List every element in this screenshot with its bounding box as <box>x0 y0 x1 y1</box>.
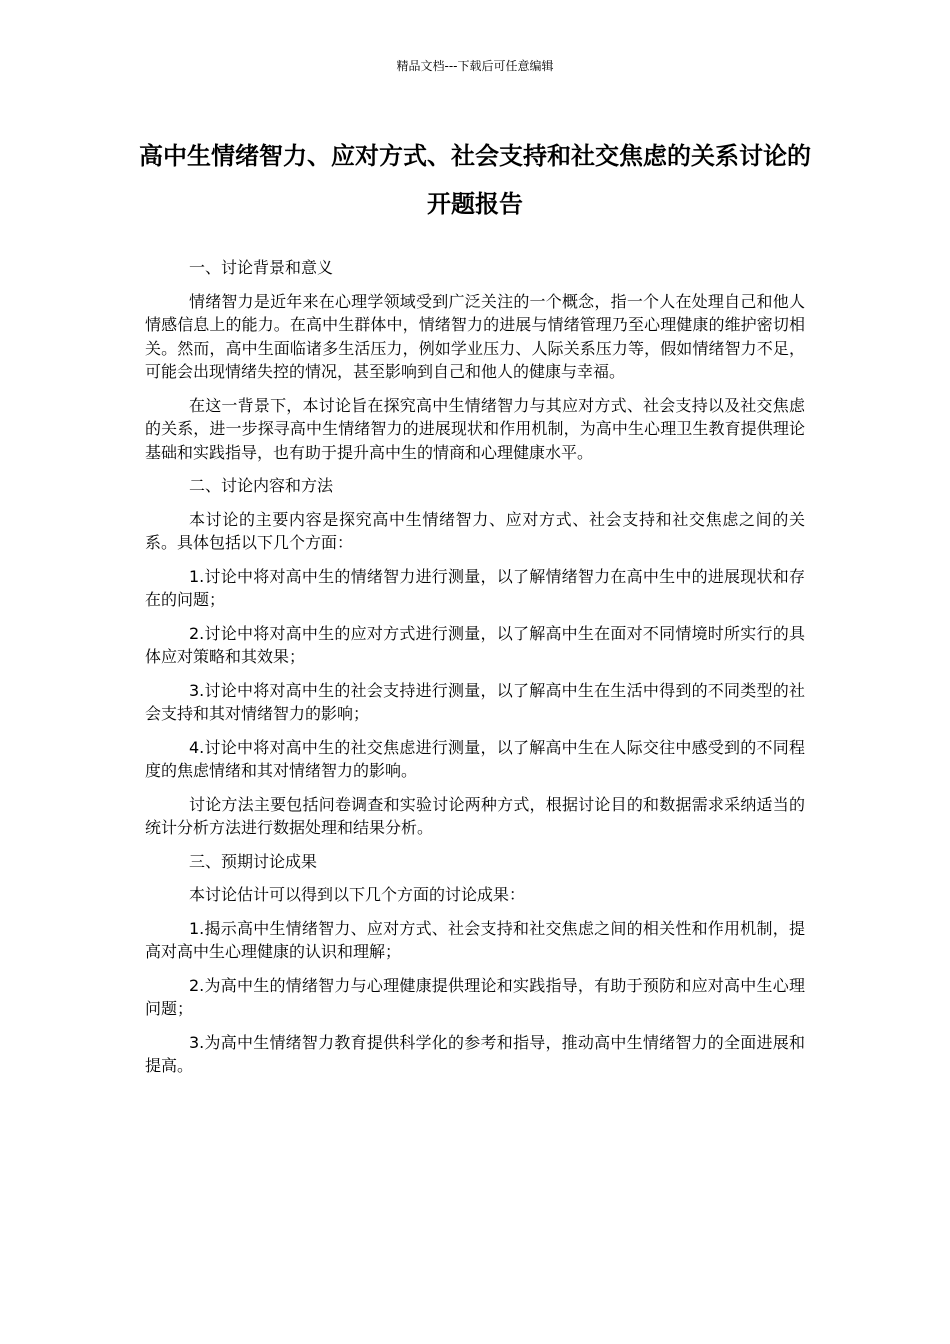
list-item: 3.讨论中将对高中生的社会支持进行测量，以了解高中生在生活中得到的不同类型的社会支持和其对情绪智力的影响； <box>145 680 805 723</box>
document-body <box>145 256 805 1088</box>
document-title: 高中生情绪智力、应对方式、社会支持和社交焦虑的关系讨论的开题报告 <box>139 142 811 218</box>
paragraph: 讨论方法主要包括问卷调查和实验讨论两种方式，根据讨论目的和数据需求采纳适当的统计分析方法进行数据处理和结果分析。 <box>145 794 805 837</box>
section-heading-expected-results: 三、预期讨论成果 <box>189 851 318 871</box>
list-item: 4.讨论中将对高中生的社交焦虑进行测量，以了解高中生在人际交往中感受到的不同程度的焦虑情绪和其对情绪智力的影响。 <box>145 737 805 780</box>
section-heading-content-methods: 二、讨论内容和方法 <box>189 476 334 495</box>
list-item: 1.讨论中将对高中生的情绪智力进行测量，以了解情绪智力在高中生中的进展现状和存在的问题； <box>145 566 805 609</box>
list-item: 2.讨论中将对高中生的应对方式进行测量，以了解高中生在面对不同情境时所实行的具体应对策略和其效果； <box>145 623 805 666</box>
section-heading-background: 一、讨论背景和意义 <box>189 258 334 277</box>
list-item: 1.揭示高中生情绪智力、应对方式、社会支持和社交焦虑之间的相关性和作用机制，提高对高中生心理健康的认识和理解； <box>145 918 805 961</box>
paragraph: 在这一背景下，本讨论旨在探究高中生情绪智力与其应对方式、社会支持以及社交焦虑的关系，进一步探寻高中生情绪智力的进展现状和作用机制，为高中生心理卫生教育提供理论基础和实践指导，也有助于提升高中生的情商和心理健康水平。 <box>145 395 805 462</box>
paragraph: 本讨论的主要内容是探究高中生情绪智力、应对方式、社会支持和社交焦虑之间的关系。具体包括以下几个方面： <box>145 509 805 552</box>
list-item: 3.为高中生情绪智力教育提供科学化的参考和指导，推动高中生情绪智力的全面进展和提高。 <box>145 1032 805 1075</box>
paragraph: 情绪智力是近年来在心理学领域受到广泛关注的一个概念，指一个人在处理自己和他人情感信息上的能力。在高中生群体中，情绪智力的进展与情绪管理乃至心理健康的维护密切相关。然而，高中生面临诸多生活压力，例如学业压力、人际关系压力等，假如情绪智力不足，可能会出现情绪失控的情况，甚至影响到自己和他人的健康与幸福。 <box>145 291 805 381</box>
header-note: 精品文档---下载后可任意编辑 <box>396 59 554 73</box>
paragraph: 本讨论估计可以得到以下几个方面的讨论成果： <box>189 885 526 904</box>
list-item: 2.为高中生的情绪智力与心理健康提供理论和实践指导，有助于预防和应对高中生心理问题； <box>145 975 805 1018</box>
